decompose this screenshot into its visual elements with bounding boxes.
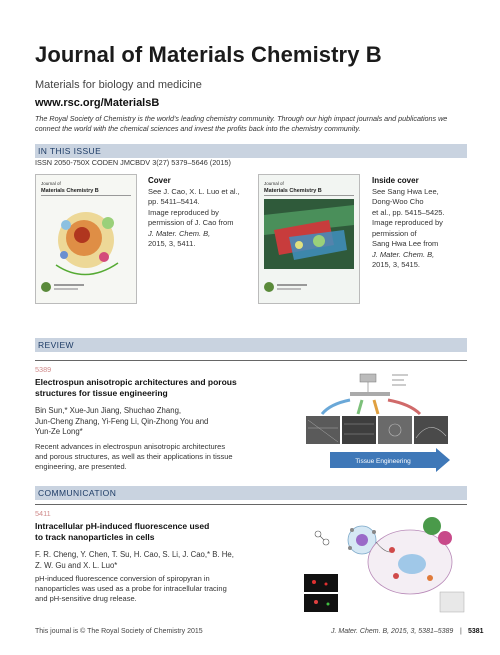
cover-mini-title-1: Journal of xyxy=(41,181,61,186)
cover-line-1: See J. Cao, X. L. Luo et al., xyxy=(148,186,240,196)
inside-cover-line-8: 2015, 3, 5415. xyxy=(372,260,420,269)
section-bar-review xyxy=(35,338,467,352)
cover-artwork xyxy=(36,175,136,303)
inside-cover-line-5: permission of xyxy=(372,228,417,238)
cover-line-4: permission of J. Cao from xyxy=(148,218,234,227)
communication-title-line-2: to track nanoparticles in cells xyxy=(35,532,155,542)
cover-line-6: 2015, 3, 5411. xyxy=(148,239,196,248)
journal-title: Journal of Materials Chemistry B xyxy=(35,42,382,67)
inside-cover-mini-title-2: Materials Chemistry B xyxy=(264,188,322,194)
review-abstract-line-1: Recent advances in electrospun anisotropic architectures xyxy=(35,442,226,451)
cover-line-2: pp. 5411–5414. xyxy=(148,197,200,206)
footer-citation: J. Mater. Chem. B, 2015, 3, 5381–5389 xyxy=(331,628,454,635)
communication-authors-line-1: F. R. Cheng, Y. Chen, T. Su, H. Cao, S. Li, J. Cao,* B. He, xyxy=(35,550,234,559)
communication-title[interactable] xyxy=(35,521,290,543)
inside-cover-line-4: Image reproduced by xyxy=(372,218,443,227)
communication-abstract-line-2: nanoparticles was used as a probe for intracellular tracing xyxy=(35,584,227,593)
review-title-line-2: structures for tissue engineering xyxy=(35,388,168,398)
inside-cover-mini-title-1: Journal of xyxy=(264,181,284,186)
cover-mini-title-2: Materials Chemistry B xyxy=(41,188,99,194)
issn-line: ISSN 2050-750X CODEN JMCBDV 3(27) 5379–5646 (2015) xyxy=(35,158,231,167)
inside-cover-line-3: et al., pp. 5415–5425. xyxy=(372,207,445,217)
review-abstract xyxy=(35,442,290,472)
review-authors-line-1: Bin Sun,* Xue-Jun Jiang, Shuchao Zhang, xyxy=(35,406,182,415)
review-title[interactable] xyxy=(35,377,290,399)
communication-abstract-line-3: and pH-sensitive drug release. xyxy=(35,594,137,603)
inside-cover-line-7: J. Mater. Chem. B, xyxy=(372,249,435,259)
cover-heading: Cover xyxy=(148,176,171,185)
cover-image[interactable] xyxy=(35,174,137,304)
review-figure-artwork xyxy=(300,368,466,476)
inside-cover-line-6: Sang Hwa Lee from xyxy=(372,239,439,248)
review-abstract-line-2: and porous structures, as well as their applications in tissue xyxy=(35,452,233,461)
review-abstract-line-3: engineering, are presented. xyxy=(35,462,127,471)
review-title-line-1: Electrospun anisotropic architectures and porous xyxy=(35,377,237,387)
footer-page-number: 5381 xyxy=(468,628,484,635)
section-bar-communication xyxy=(35,486,467,500)
journal-subtitle: Materials for biology and medicine xyxy=(35,79,202,91)
review-divider xyxy=(35,360,467,361)
section-heading-communication: COMMUNICATION xyxy=(38,488,117,498)
journal-url-link[interactable]: www.rsc.org/MaterialsB xyxy=(35,97,160,109)
footer-copyright: This journal is © The Royal Society of Chemistry 2015 xyxy=(35,628,203,635)
review-authors-line-2: Jun-Cheng Zhang, Yi-Feng Li, Qin-Zhong You and xyxy=(35,416,209,426)
inside-cover-artwork xyxy=(259,175,359,303)
review-authors-line-3: Yun-Ze Long* xyxy=(35,427,83,436)
review-page-number[interactable]: 5389 xyxy=(35,365,52,374)
communication-authors xyxy=(35,550,285,571)
inside-cover-heading: Inside cover xyxy=(372,176,419,185)
section-bar-in-this-issue xyxy=(35,144,467,158)
communication-divider xyxy=(35,504,467,505)
inside-cover-line-2: Dong-Woo Cho xyxy=(372,197,424,206)
communication-title-line-1: Intracellular pH-induced fluorescence used xyxy=(35,521,210,531)
review-authors xyxy=(35,406,285,438)
communication-figure-artwork xyxy=(300,512,466,614)
rsc-description: The Royal Society of Chemistry is the world's leading chemistry community. Through our high impact journals and publications we connect the world with the chemical sciences and invest the profits back into the chemistry community. xyxy=(35,114,448,133)
inside-cover-image[interactable] xyxy=(258,174,360,304)
communication-graphical-abstract[interactable] xyxy=(300,512,466,614)
footer-separator: | xyxy=(460,628,462,635)
communication-abstract-line-1: pH-induced fluorescence conversion of spiropyran in xyxy=(35,574,210,583)
communication-page-number[interactable]: 5411 xyxy=(35,509,51,518)
section-heading-in-this-issue: IN THIS ISSUE xyxy=(38,146,102,156)
communication-abstract xyxy=(35,574,290,604)
section-heading-review: REVIEW xyxy=(38,340,74,350)
cover-line-5: J. Mater. Chem. B, xyxy=(148,228,211,238)
review-graphical-abstract[interactable] xyxy=(300,368,466,476)
communication-authors-line-2: Z. W. Gu and X. L. Luo* xyxy=(35,560,118,570)
cover-description xyxy=(148,176,240,250)
inside-cover-line-1: See Sang Hwa Lee, xyxy=(372,186,439,196)
inside-cover-description xyxy=(372,176,445,271)
review-figure-banner: Tissue Engineering xyxy=(355,458,411,465)
cover-line-3: Image reproduced by xyxy=(148,207,219,217)
